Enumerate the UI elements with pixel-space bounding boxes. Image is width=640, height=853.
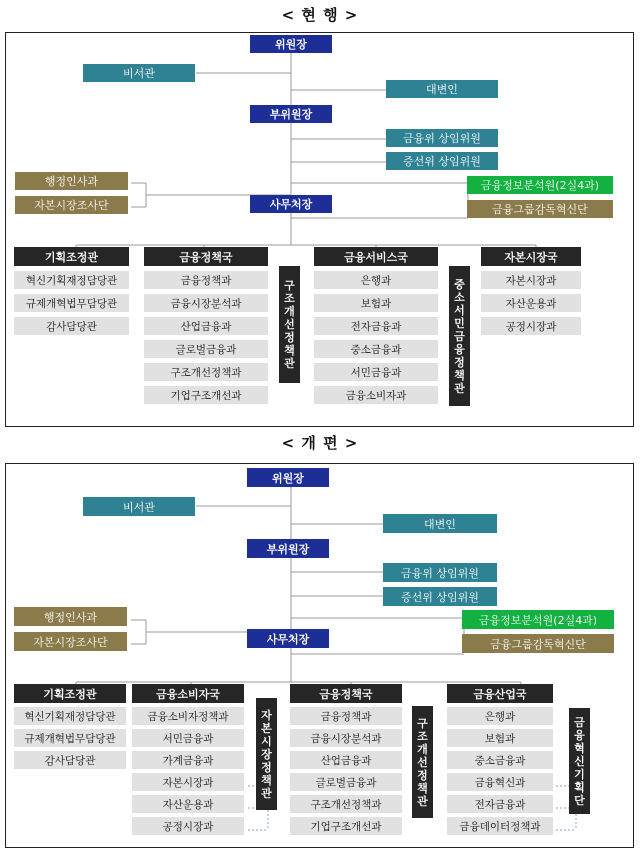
reorg-division: 산업금융과 xyxy=(290,751,402,769)
current-side-office-sme-finance xyxy=(449,266,470,406)
reorg-division: 금융데이터정책과 xyxy=(447,817,553,835)
current-division: 서민금융과 xyxy=(314,363,438,381)
current-division: 전자금융과 xyxy=(314,317,438,335)
reorg-division: 감사담당관 xyxy=(14,751,126,769)
reorg-division: 보험과 xyxy=(447,729,553,747)
reorg-spokesperson-box: 대변인 xyxy=(383,514,497,533)
current-bureau-capital-market: 자본시장국 xyxy=(481,247,581,266)
reorg-division: 기업구조개선과 xyxy=(290,817,402,835)
current-division: 규제개혁법무담당관 xyxy=(14,294,129,312)
reorg-division: 글로벌금융과 xyxy=(290,773,402,791)
current-admin-division-box: 행정인사과 xyxy=(15,172,128,190)
current-secretary-box: 비서관 xyxy=(83,64,195,82)
reorg-division: 공정시장과 xyxy=(132,817,244,835)
reorg-group-supervision-box: 금융그룹감독혁신단 xyxy=(462,634,614,653)
current-division: 보험과 xyxy=(314,294,438,312)
reorg-division: 구조개선정책과 xyxy=(290,795,402,813)
reorg-division: 가계금융과 xyxy=(132,751,244,769)
reorg-division: 금융시장분석과 xyxy=(290,729,402,747)
reorg-side-office-restructuring xyxy=(412,706,433,818)
reorg-division: 금융정책과 xyxy=(290,707,402,725)
current-fsc-commissioner-box: 금융위 상임위원 xyxy=(386,129,498,147)
current-bureau-financial-policy: 금융정책국 xyxy=(144,247,268,266)
reorg-division: 전자금융과 xyxy=(447,795,553,813)
reorg-sfc-commissioner-box: 증선위 상임위원 xyxy=(383,587,497,606)
reorg-secretary-general-box: 사무처장 xyxy=(247,629,329,648)
current-secretary-general-box: 사무처장 xyxy=(250,195,332,213)
reorg-bureau-consumer: 금융소비자국 xyxy=(132,684,244,703)
reorg-division: 자산운용과 xyxy=(132,795,244,813)
reorg-capital-market-investigation-box: 자본시장조사단 xyxy=(14,632,127,651)
reorg-bureau-planning: 기획조정관 xyxy=(14,684,126,703)
vertical-label: 자본시장정책관 xyxy=(261,708,272,800)
reorg-division: 금융혁신과 xyxy=(447,773,553,791)
vertical-label: 구조개선정책관 xyxy=(284,279,295,370)
vertical-label: 구조개선정책관 xyxy=(417,716,428,808)
reorg-side-office-capital-market xyxy=(256,698,277,810)
reorg-side-office-innovation-planning xyxy=(569,708,590,814)
current-division: 감사담당관 xyxy=(14,317,129,335)
reorg-secretary-box: 비서관 xyxy=(83,497,195,516)
current-group-supervision-box: 금융그룹감독혁신단 xyxy=(467,200,613,218)
reorg-division: 혁신기획재정담당관 xyxy=(14,707,126,725)
reorg-vice-chair-box: 부위원장 xyxy=(247,539,329,558)
reorg-division: 서민금융과 xyxy=(132,729,244,747)
current-capital-market-investigation-box: 자본시장조사단 xyxy=(15,196,128,214)
current-division: 기업구조개선과 xyxy=(144,386,268,404)
reorg-connector-lines xyxy=(6,464,635,849)
current-division: 자본시장과 xyxy=(481,271,581,289)
reorg-admin-division-box: 행정인사과 xyxy=(14,607,127,626)
current-division: 혁신기획재정담당관 xyxy=(14,271,129,289)
current-division: 구조개선정책과 xyxy=(144,363,268,381)
reorg-fsc-commissioner-box: 금융위 상임위원 xyxy=(383,563,497,582)
current-division: 자산운용과 xyxy=(481,294,581,312)
current-division: 산업금융과 xyxy=(144,317,268,335)
reorg-fiu-box: 금융정보분석원(2실4과) xyxy=(462,610,614,629)
current-division: 금융정책과 xyxy=(144,271,268,289)
reorg-division: 규제개혁법무담당관 xyxy=(14,729,126,747)
current-side-office-restructuring xyxy=(279,266,300,383)
reorg-title: < 개 편 > xyxy=(281,434,359,452)
current-division: 글로벌금융과 xyxy=(144,340,268,358)
current-bureau-financial-services: 금융서비스국 xyxy=(314,247,438,266)
current-chair-box: 위원장 xyxy=(250,35,332,53)
reorg-bureau-financial-policy: 금융정책국 xyxy=(290,684,402,703)
reorg-division: 은행과 xyxy=(447,707,553,725)
current-division: 금융소비자과 xyxy=(314,386,438,404)
vertical-label: 중소서민금융정책관 xyxy=(454,277,465,395)
current-division: 공정시장과 xyxy=(481,317,581,335)
current-spokesperson-box: 대변인 xyxy=(386,80,498,98)
reorg-division: 중소금융과 xyxy=(447,751,553,769)
current-division: 금융시장분석과 xyxy=(144,294,268,312)
current-vice-chair-box: 부위원장 xyxy=(250,105,332,123)
reorg-chair-box: 위원장 xyxy=(247,468,329,487)
reorg-division: 자본시장과 xyxy=(132,773,244,791)
vertical-label: 금융혁신기획단 xyxy=(574,715,585,807)
current-division: 은행과 xyxy=(314,271,438,289)
current-sfc-commissioner-box: 증선위 상임위원 xyxy=(386,152,498,170)
current-bureau-planning: 기획조정관 xyxy=(14,247,129,266)
current-fiu-box: 금융정보분석원(2실4과) xyxy=(467,176,613,194)
current-division: 중소금융과 xyxy=(314,340,438,358)
reorg-bureau-financial-industry: 금융산업국 xyxy=(447,684,553,703)
current-title: < 현 행 > xyxy=(281,6,359,24)
reorg-division: 금융소비자정책과 xyxy=(132,707,244,725)
